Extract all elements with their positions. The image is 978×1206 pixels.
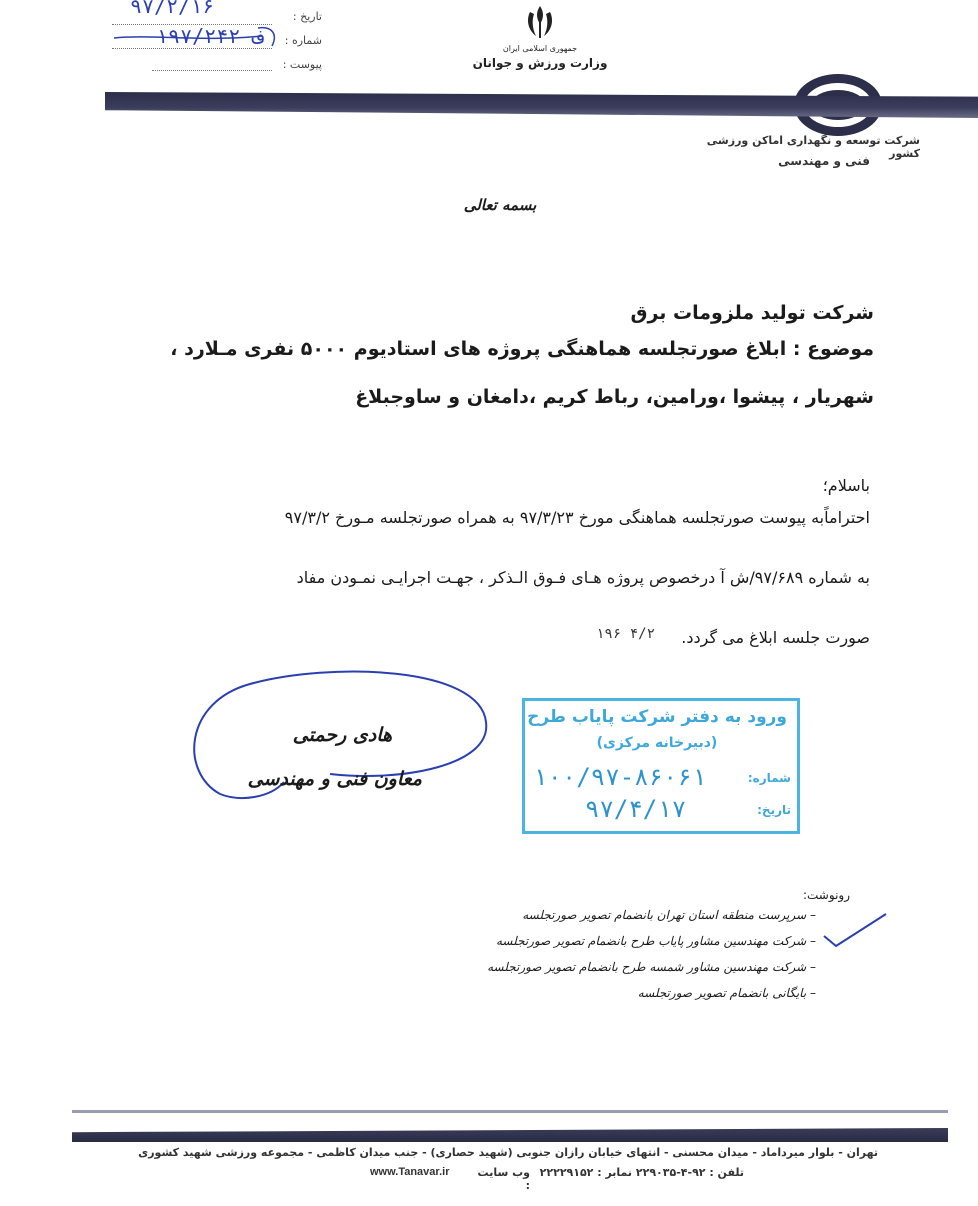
checkmark-icon bbox=[820, 910, 890, 950]
attachment-line bbox=[152, 70, 272, 71]
footer-band bbox=[72, 1128, 948, 1142]
paragraph-line-2: به شماره ۹۷/۶۸۹/ش آ درخصوص پروژه هـای فـوق الـذکر ، جهـت اجرایـی نمـودن مفاد bbox=[296, 568, 870, 587]
iran-emblem-icon bbox=[522, 4, 558, 42]
cc-item-4-text: بایگانی بانضمام تصویر صورتجلسه bbox=[637, 986, 807, 1000]
cc-item-2: – شرکت مهندسین مشاور پایاب طرح بانضمام تصویر صورتجلسه bbox=[495, 934, 816, 948]
stamp-title: ورود به دفتر شرکت پایاب طرح bbox=[527, 707, 787, 727]
attachment-label: پیوست : bbox=[282, 58, 322, 71]
paragraph-line-3: صورت جلسه ابلاغ می گردد. bbox=[681, 628, 870, 647]
footer-phone: تلفن : ۹۲-۴-۲۲۹۰۳۵ نمابر : ۲۲۲۲۹۱۵۲ bbox=[539, 1166, 744, 1179]
date-value: ۹۷/۲/۱۶ bbox=[130, 0, 215, 18]
number-scribble bbox=[112, 20, 282, 50]
company-department: فنی و مهندسی bbox=[778, 154, 870, 168]
footer-address: تهران - بلوار میرداماد - میدان محسنی - انتهای خیابان رازان جنوبی (شهید حصاری) - جنب میدان کاظمی - مجموعه ورزشی شهید کشوری bbox=[138, 1146, 878, 1159]
country-text: جمهوری اسلامی ایران bbox=[502, 44, 578, 53]
company-name: شرکت توسعه و نگهداری اماکن ورزشی کشور bbox=[706, 134, 920, 160]
stamp-number-label: شماره: bbox=[747, 771, 791, 785]
recipient: شرکت تولید ملزومات برق bbox=[630, 302, 874, 324]
subject-line-1: موضوع : ابلاغ صورتجلسه هماهنگی پروژه های استادیوم ۵۰۰۰ نفری مـلارد ، bbox=[170, 338, 874, 360]
stamp-date-value: ۹۷/۴/۱۷ bbox=[585, 795, 687, 823]
signer-name: هادی رحمتی bbox=[292, 724, 392, 746]
ministry-block bbox=[470, 0, 610, 85]
cc-item-4: – بایگانی بانضمام تصویر صورتجلسه bbox=[637, 986, 816, 1000]
paragraph-handnote: ۱۹۶ ۴/۲ bbox=[596, 626, 656, 642]
cc-item-1-text: سرپرست منطقه استان تهران بانضمام تصویر صورتجلسه bbox=[522, 908, 807, 922]
besmellah: بسمه تعالی bbox=[463, 196, 537, 214]
number-label: شماره : bbox=[284, 34, 322, 47]
cc-item-2-text: شرکت مهندسین مشاور پایاب طرح بانضمام تصویر صورتجلسه bbox=[495, 934, 807, 948]
subject-line-2: شهریار ، پیشوا ،ورامین، رباط کریم ،دامغان و ساوجبلاغ bbox=[355, 386, 874, 408]
stamp-date-label: تاریخ: bbox=[757, 803, 791, 817]
footer-thin-line bbox=[72, 1110, 948, 1113]
paragraph-line-1: احتراماًبه پیوست صورتجلسه هماهنگی مورخ ۹۷/۳/۲۳ به همراه صورتجلسه مـورخ ۹۷/۳/۲ bbox=[284, 508, 870, 527]
date-label: تاریخ : bbox=[292, 10, 322, 23]
ministry-name: وزارت ورزش و جوانان bbox=[472, 56, 608, 70]
stamp-subtitle: (دبیرخانه مرکزی) bbox=[596, 735, 718, 751]
footer-website[interactable]: www.Tanavar.ir bbox=[370, 1166, 450, 1178]
header-meta bbox=[112, 0, 322, 75]
footer-website-label: وب سایت : bbox=[477, 1166, 530, 1192]
greeting: باسلام؛ bbox=[822, 476, 870, 495]
cc-title: رونوشت: bbox=[802, 888, 850, 902]
receipt-stamp bbox=[522, 698, 800, 834]
signer-title: معاون فنی و مهندسی bbox=[247, 768, 422, 790]
stamp-number-value: ۱۰۰/۹۷-۸۶۰۶۱ bbox=[533, 763, 707, 791]
cc-item-3-text: شرکت مهندسین مشاور شمسه طرح بانضمام تصویر صورتجلسه bbox=[487, 960, 807, 974]
cc-item-3: – شرکت مهندسین مشاور شمسه طرح بانضمام تصویر صورتجلسه bbox=[487, 960, 816, 974]
cc-item-1: – سرپرست منطقه استان تهران بانضمام تصویر صورتجلسه bbox=[522, 908, 816, 922]
number-value: ۱۹۷/۲۴۲ ف bbox=[156, 24, 265, 48]
